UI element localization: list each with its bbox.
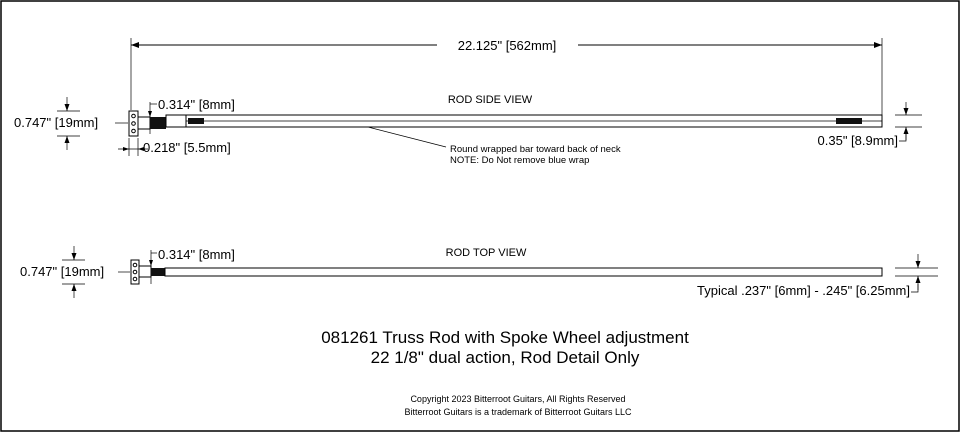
height-dimension-side bbox=[14, 97, 128, 150]
trademark-text: Bitterroot Guitars is a trademark of Bitterroot Guitars LLC bbox=[404, 407, 632, 417]
spoke-wheel-side bbox=[129, 111, 138, 136]
wrap-note-line2: NOTE: Do Not remove blue wrap bbox=[450, 155, 590, 166]
rod-height-dimension-label: 0.35" [8.9mm] bbox=[817, 133, 898, 148]
length-dimension-label: 22.125" [562mm] bbox=[457, 38, 557, 53]
wrap-note bbox=[368, 127, 621, 166]
height-dimension-side-label: 0.747" [19mm] bbox=[14, 115, 99, 130]
nut-dimension-side-label: 0.314" [8mm] bbox=[158, 97, 235, 112]
wheel-dimension bbox=[118, 138, 231, 156]
wheel-dimension-label: 0.218" [5.5mm] bbox=[143, 140, 231, 155]
title-line-1: 081261 Truss Rod with Spoke Wheel adjustment bbox=[321, 328, 689, 347]
rod-body-top bbox=[165, 268, 882, 276]
rod-top-view bbox=[20, 246, 938, 298]
collar-side bbox=[150, 117, 166, 129]
nut-side bbox=[138, 117, 150, 129]
side-view-label: ROD SIDE VIEW bbox=[447, 94, 533, 106]
rod-sleeve-side bbox=[166, 115, 186, 127]
height-dimension-top-label: 0.747" [19mm] bbox=[20, 264, 105, 279]
nut-dimension-top-label: 0.314" [8mm] bbox=[158, 247, 235, 262]
nut-dimension-top bbox=[149, 247, 235, 284]
copyright-text: Copyright 2023 Bitterroot Guitars, All Rights Reserved bbox=[410, 394, 626, 404]
rod-band-right bbox=[836, 118, 862, 124]
height-dimension-top bbox=[20, 246, 130, 298]
rod-band-left bbox=[188, 118, 204, 124]
nut-top bbox=[139, 266, 151, 277]
width-dimension-label: Typical .237" [6mm] - .245" [6.25mm] bbox=[697, 283, 910, 298]
wrap-note-line1: Round wrapped bar toward back of neck bbox=[450, 144, 621, 155]
spoke-wheel-top bbox=[131, 260, 139, 284]
top-view-label: ROD TOP VIEW bbox=[445, 247, 527, 259]
rod-side-view bbox=[14, 38, 922, 166]
title-line-2: 22 1/8" dual action, Rod Detail Only bbox=[370, 348, 640, 367]
collar-top bbox=[151, 268, 165, 276]
